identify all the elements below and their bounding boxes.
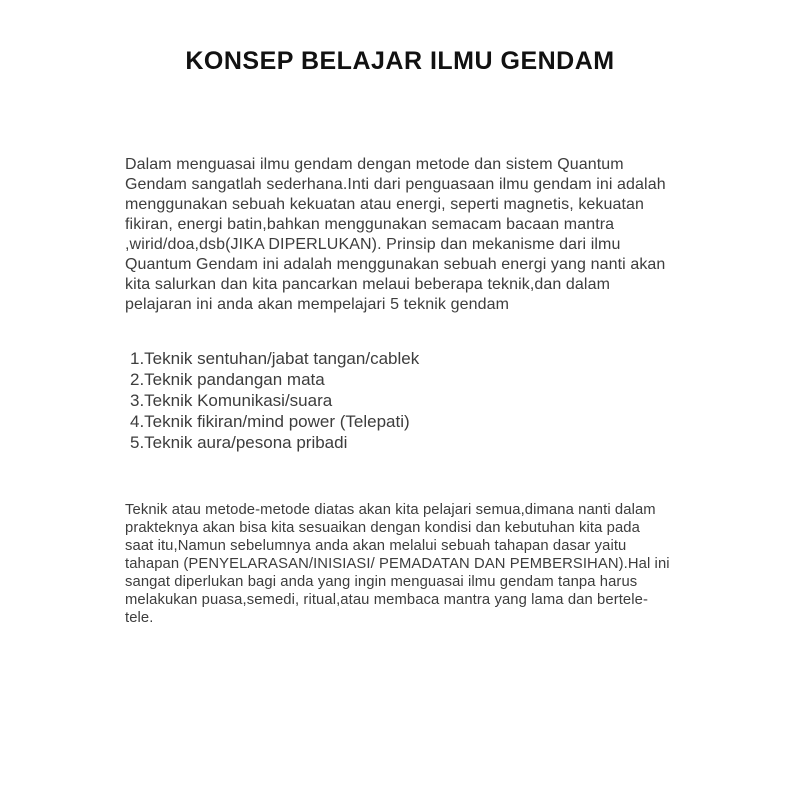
list-item: 3.Teknik Komunikasi/suara <box>130 391 333 410</box>
page-title: KONSEP BELAJAR ILMU GENDAM <box>185 46 615 75</box>
intro-paragraph: Dalam menguasai ilmu gendam dengan metode dan sistem Quantum Gendam sangatlah sederhana.Inti dari penguasaan ilmu gendam ini adalah menggunakan sebuah kekuatan atau energi, seperti magnetis, kekuatan fikiran, energi batin,bahkan menggunakan semacam bacaan mantra ,wirid/doa,dsb(JIKA DIPERLUKAN). Prinsip dan mekanisme dari ilmu Quantum Gendam ini adalah menggunakan sebuah energi yang nanti akan kita salurkan dan kita pancarkan melaui beberapa teknik,dan dalam pelajaran ini anda akan mempelajari 5 teknik gendam <box>125 156 666 313</box>
list-item: 1.Teknik sentuhan/jabat tangan/cablek <box>130 349 420 368</box>
technique-list <box>130 348 690 453</box>
list-item: 5.Teknik aura/pesona pribadi <box>130 433 348 452</box>
closing-paragraph: Teknik atau metode-metode diatas akan kita pelajari semua,dimana nanti dalam prakteknya akan bisa kita sesuaikan dengan kondisi dan kebutuhan kita pada saat itu,Namun sebelumnya anda akan melalui sebuah tahapan dasar yaitu tahapan (PENYELARASAN/INISIASI/ PEMADATAN DAN PEMBERSIHAN).Hal ini sangat diperlukan bagi anda yang ingin menguasai ilmu gendam tanpa harus melakukan puasa,semedi, ritual,atau membaca mantra yang lama dan bertele-tele. <box>125 501 670 626</box>
list-item: 4.Teknik fikiran/mind power (Telepati) <box>130 412 410 431</box>
list-item: 2.Teknik pandangan mata <box>130 370 325 389</box>
